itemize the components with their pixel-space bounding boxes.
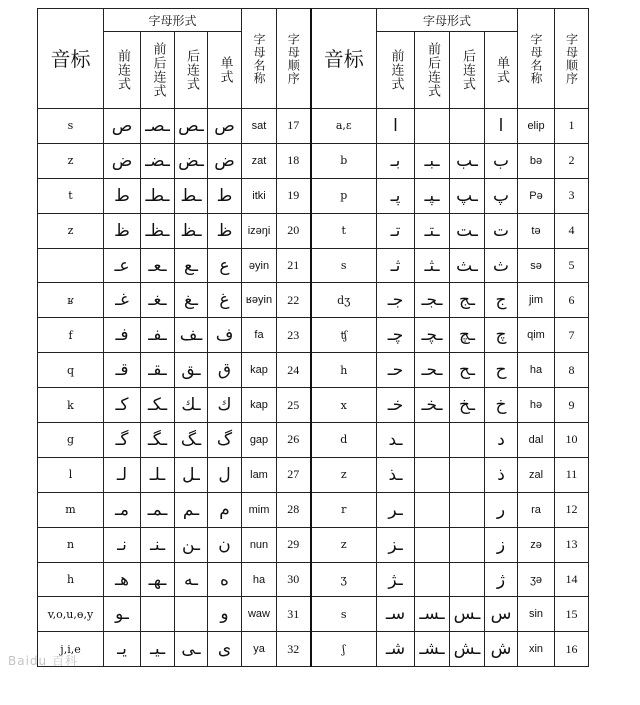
letter-name-header: 字母名称: [518, 9, 555, 109]
table-row: [38, 388, 589, 423]
medial-form-cell: ـثـ: [415, 248, 450, 283]
letter-name-cell: lam: [242, 457, 277, 492]
initial-form-cell: ـز: [377, 527, 415, 562]
final-form-cell: ـل: [175, 457, 208, 492]
ipa-cell: x: [311, 388, 377, 423]
table-row: [38, 178, 589, 213]
table-row: [38, 143, 589, 178]
ipa-cell: p: [311, 178, 377, 213]
initial-form-cell: شـ: [377, 632, 415, 667]
medial-form-cell: ـتـ: [415, 213, 450, 248]
final-form-cell: ـح: [450, 353, 485, 388]
letter-order-cell: 15: [555, 597, 589, 632]
initial-form-cell: سـ: [377, 597, 415, 632]
letter-name-cell: kap: [242, 388, 277, 423]
letter-order-cell: 28: [277, 492, 311, 527]
final-form-cell: ـب: [450, 143, 485, 178]
isolated-form-cell: ل: [208, 457, 242, 492]
letter-forms-header: 字母形式: [377, 9, 518, 32]
letter-name-cell: ʁəyin: [242, 283, 277, 318]
medial-form-cell: ـضـ: [141, 143, 175, 178]
isolated-form-cell: ى: [208, 632, 242, 667]
letter-order-cell: 25: [277, 388, 311, 423]
letter-order-cell: 13: [555, 527, 589, 562]
ipa-cell: z: [38, 213, 104, 248]
table-row: [38, 213, 589, 248]
isolated-form-cell: د: [485, 423, 518, 458]
final-form-cell: ـپ: [450, 178, 485, 213]
final-form-cell: ـج: [450, 283, 485, 318]
initial-form-cell: ـو: [104, 597, 141, 632]
isolated-form-cell: ك: [208, 388, 242, 423]
final-form-cell: ـت: [450, 213, 485, 248]
initial-form-cell: جـ: [377, 283, 415, 318]
letter-order-cell: 4: [555, 213, 589, 248]
initial-form-cell: بـ: [377, 143, 415, 178]
initial-form-cell: ـذ: [377, 457, 415, 492]
ipa-cell: m: [38, 492, 104, 527]
isolated-form-cell: ژ: [485, 562, 518, 597]
medial-form-cell: [415, 492, 450, 527]
letter-order-cell: 22: [277, 283, 311, 318]
letter-order-cell: 20: [277, 213, 311, 248]
final-form-cell: [450, 109, 485, 144]
letter-order-cell: 12: [555, 492, 589, 527]
letter-order-cell: 21: [277, 248, 311, 283]
medial-form-cell: ـظـ: [141, 213, 175, 248]
initial-form-header: 前连式: [377, 32, 415, 109]
initial-form-cell: غـ: [104, 283, 141, 318]
final-form-cell: [450, 457, 485, 492]
ipa-cell: f: [38, 318, 104, 353]
table-body: [38, 109, 589, 667]
letter-name-cell: əyin: [242, 248, 277, 283]
ipa-cell: n: [38, 527, 104, 562]
final-form-cell: ـك: [175, 388, 208, 423]
ipa-header: 音标: [38, 9, 104, 109]
letter-order-cell: 27: [277, 457, 311, 492]
ipa-cell: v,o,u,ɵ,y: [38, 597, 104, 632]
isolated-form-cell: ز: [485, 527, 518, 562]
letter-name-cell: dal: [518, 423, 555, 458]
letter-name-cell: mim: [242, 492, 277, 527]
table-row: [38, 457, 589, 492]
final-form-cell: ـخ: [450, 388, 485, 423]
letter-order-cell: 5: [555, 248, 589, 283]
letter-name-cell: ra: [518, 492, 555, 527]
table-row: [38, 353, 589, 388]
letter-order-cell: 23: [277, 318, 311, 353]
final-form-cell: ـف: [175, 318, 208, 353]
isolated-form-cell: م: [208, 492, 242, 527]
ipa-cell: ʧ: [311, 318, 377, 353]
final-form-cell: ـظ: [175, 213, 208, 248]
final-form-cell: ـص: [175, 109, 208, 144]
isolated-form-cell: ض: [208, 143, 242, 178]
isolated-form-cell: ط: [208, 178, 242, 213]
initial-form-header: 前连式: [104, 32, 141, 109]
initial-form-cell: گـ: [104, 423, 141, 458]
isolated-form-cell: ه: [208, 562, 242, 597]
letter-name-cell: sin: [518, 597, 555, 632]
letter-name-cell: zə: [518, 527, 555, 562]
ipa-cell: ʒ: [311, 562, 377, 597]
final-form-cell: ـى: [175, 632, 208, 667]
medial-form-header: 前后连式: [415, 32, 450, 109]
initial-form-cell: كـ: [104, 388, 141, 423]
isolated-form-cell: ف: [208, 318, 242, 353]
initial-form-cell: ظ: [104, 213, 141, 248]
initial-form-cell: تـ: [377, 213, 415, 248]
initial-form-cell: ـر: [377, 492, 415, 527]
isolated-form-cell: پ: [485, 178, 518, 213]
letter-order-cell: 10: [555, 423, 589, 458]
letter-name-cell: elip: [518, 109, 555, 144]
medial-form-cell: ـخـ: [415, 388, 450, 423]
medial-form-cell: ـقـ: [141, 353, 175, 388]
initial-form-cell: ض: [104, 143, 141, 178]
letter-name-cell: sat: [242, 109, 277, 144]
letter-order-cell: 8: [555, 353, 589, 388]
final-form-cell: ـش: [450, 632, 485, 667]
ipa-cell: ʁ: [38, 283, 104, 318]
initial-form-cell: مـ: [104, 492, 141, 527]
initial-form-cell: چـ: [377, 318, 415, 353]
ipa-cell: z: [311, 457, 377, 492]
ipa-cell: ʃ: [311, 632, 377, 667]
ipa-cell: s: [311, 597, 377, 632]
letter-name-cell: zat: [242, 143, 277, 178]
medial-form-cell: ـكـ: [141, 388, 175, 423]
medial-form-cell: ـطـ: [141, 178, 175, 213]
isolated-form-cell: و: [208, 597, 242, 632]
initial-form-cell: هـ: [104, 562, 141, 597]
initial-form-cell: ا: [377, 109, 415, 144]
letter-name-header: 字母名称: [242, 9, 277, 109]
initial-form-cell: ط: [104, 178, 141, 213]
letter-name-cell: izəŋi: [242, 213, 277, 248]
final-form-header: 后连式: [175, 32, 208, 109]
isolated-form-cell: ج: [485, 283, 518, 318]
letter-order-cell: 7: [555, 318, 589, 353]
letter-order-cell: 17: [277, 109, 311, 144]
isolated-form-cell: ن: [208, 527, 242, 562]
medial-form-cell: ـصـ: [141, 109, 175, 144]
isolated-form-cell: س: [485, 597, 518, 632]
ipa-header: 音标: [311, 9, 377, 109]
initial-form-cell: قـ: [104, 353, 141, 388]
final-form-cell: ـچ: [450, 318, 485, 353]
letter-order-cell: 2: [555, 143, 589, 178]
ipa-cell: z: [311, 527, 377, 562]
ipa-cell: s: [311, 248, 377, 283]
medial-form-cell: ـلـ: [141, 457, 175, 492]
letter-order-header: 字母顺序: [277, 9, 311, 109]
letter-order-cell: 6: [555, 283, 589, 318]
medial-form-cell: ـنـ: [141, 527, 175, 562]
ipa-cell: r: [311, 492, 377, 527]
letter-order-cell: 11: [555, 457, 589, 492]
isolated-form-cell: ر: [485, 492, 518, 527]
medial-form-cell: ـيـ: [141, 632, 175, 667]
isolated-form-cell: ش: [485, 632, 518, 667]
letter-name-cell: gap: [242, 423, 277, 458]
table-row: [38, 562, 589, 597]
letter-name-cell: ha: [242, 562, 277, 597]
table-row: [38, 527, 589, 562]
ipa-cell: k: [38, 388, 104, 423]
letter-name-cell: kap: [242, 353, 277, 388]
medial-form-cell: [415, 109, 450, 144]
initial-form-cell: فـ: [104, 318, 141, 353]
medial-form-cell: ـچـ: [415, 318, 450, 353]
initial-form-cell: لـ: [104, 457, 141, 492]
initial-form-cell: حـ: [377, 353, 415, 388]
letter-order-header: 字母顺序: [555, 9, 589, 109]
table-row: [38, 283, 589, 318]
letter-name-cell: nun: [242, 527, 277, 562]
isolated-form-cell: ظ: [208, 213, 242, 248]
medial-form-cell: ـغـ: [141, 283, 175, 318]
final-form-cell: ـس: [450, 597, 485, 632]
final-form-header: 后连式: [450, 32, 485, 109]
initial-form-cell: خـ: [377, 388, 415, 423]
watermark: Baidu 百科: [8, 654, 78, 668]
initial-form-cell: پـ: [377, 178, 415, 213]
letter-order-cell: 29: [277, 527, 311, 562]
letter-order-cell: 9: [555, 388, 589, 423]
initial-form-cell: نـ: [104, 527, 141, 562]
medial-form-cell: [141, 597, 175, 632]
letter-name-cell: xin: [518, 632, 555, 667]
ipa-cell: d: [311, 423, 377, 458]
final-form-cell: ـگ: [175, 423, 208, 458]
table-row: [38, 318, 589, 353]
medial-form-cell: ـحـ: [415, 353, 450, 388]
final-form-cell: [175, 597, 208, 632]
final-form-cell: ـع: [175, 248, 208, 283]
medial-form-cell: ـجـ: [415, 283, 450, 318]
final-form-cell: ـق: [175, 353, 208, 388]
table-row: [38, 109, 589, 144]
isolated-form-cell: ذ: [485, 457, 518, 492]
final-form-cell: ـط: [175, 178, 208, 213]
final-form-cell: ـغ: [175, 283, 208, 318]
letter-name-cell: itki: [242, 178, 277, 213]
table-row: [38, 423, 589, 458]
isolated-form-cell: ث: [485, 248, 518, 283]
final-form-cell: [450, 527, 485, 562]
medial-form-cell: ـسـ: [415, 597, 450, 632]
ipa-cell: b: [311, 143, 377, 178]
medial-form-cell: [415, 562, 450, 597]
initial-form-cell: عـ: [104, 248, 141, 283]
isolated-form-cell: ت: [485, 213, 518, 248]
letter-name-cell: sə: [518, 248, 555, 283]
letter-order-cell: 26: [277, 423, 311, 458]
letter-name-cell: qim: [518, 318, 555, 353]
letter-name-cell: ya: [242, 632, 277, 667]
table-row: [38, 492, 589, 527]
letter-name-cell: zal: [518, 457, 555, 492]
ipa-cell: t: [311, 213, 377, 248]
medial-form-cell: ـهـ: [141, 562, 175, 597]
letter-name-cell: hə: [518, 388, 555, 423]
isolated-form-cell: گ: [208, 423, 242, 458]
medial-form-cell: ـبـ: [415, 143, 450, 178]
medial-form-cell: [415, 457, 450, 492]
ipa-cell: [38, 248, 104, 283]
letter-name-cell: ha: [518, 353, 555, 388]
final-form-cell: ـم: [175, 492, 208, 527]
medial-form-cell: ـگـ: [141, 423, 175, 458]
initial-form-cell: ص: [104, 109, 141, 144]
table-row: [38, 597, 589, 632]
letter-order-cell: 30: [277, 562, 311, 597]
final-form-cell: [450, 562, 485, 597]
isolated-form-cell: چ: [485, 318, 518, 353]
isolated-form-cell: ص: [208, 109, 242, 144]
letter-order-cell: 24: [277, 353, 311, 388]
letter-name-cell: waw: [242, 597, 277, 632]
final-form-cell: ـث: [450, 248, 485, 283]
isolated-form-cell: ب: [485, 143, 518, 178]
final-form-cell: ـض: [175, 143, 208, 178]
letter-order-cell: 1: [555, 109, 589, 144]
letter-order-cell: 32: [277, 632, 311, 667]
isolated-form-cell: ا: [485, 109, 518, 144]
ipa-cell: dʒ: [311, 283, 377, 318]
ipa-cell: h: [311, 353, 377, 388]
ipa-cell: z: [38, 143, 104, 178]
ipa-cell: a,ɛ: [311, 109, 377, 144]
medial-form-cell: ـفـ: [141, 318, 175, 353]
isolated-form-cell: ق: [208, 353, 242, 388]
isolated-form-cell: ع: [208, 248, 242, 283]
medial-form-cell: [415, 423, 450, 458]
letter-order-cell: 18: [277, 143, 311, 178]
medial-form-cell: ـپـ: [415, 178, 450, 213]
initial-form-cell: يـ: [104, 632, 141, 667]
final-form-cell: [450, 423, 485, 458]
initial-form-cell: ـد: [377, 423, 415, 458]
isolated-form-cell: غ: [208, 283, 242, 318]
letter-name-cell: bə: [518, 143, 555, 178]
letter-name-cell: Pə: [518, 178, 555, 213]
isolated-form-cell: ح: [485, 353, 518, 388]
isolated-form-cell: خ: [485, 388, 518, 423]
final-form-cell: ـن: [175, 527, 208, 562]
letter-order-cell: 31: [277, 597, 311, 632]
ipa-cell: h: [38, 562, 104, 597]
letter-order-cell: 14: [555, 562, 589, 597]
table-row: [38, 248, 589, 283]
initial-form-cell: ـژ: [377, 562, 415, 597]
ipa-cell: l: [38, 457, 104, 492]
ipa-cell: g: [38, 423, 104, 458]
letter-name-cell: jim: [518, 283, 555, 318]
letter-name-cell: tə: [518, 213, 555, 248]
medial-form-cell: [415, 527, 450, 562]
ipa-cell: q: [38, 353, 104, 388]
medial-form-cell: ـشـ: [415, 632, 450, 667]
ipa-cell: t: [38, 178, 104, 213]
medial-form-cell: ـمـ: [141, 492, 175, 527]
letter-order-cell: 19: [277, 178, 311, 213]
letter-name-cell: ʒə: [518, 562, 555, 597]
letter-name-cell: fa: [242, 318, 277, 353]
table-row: [38, 632, 589, 667]
isolated-form-header: 单式: [208, 32, 242, 109]
medial-form-header: 前后连式: [141, 32, 175, 109]
final-form-cell: ـه: [175, 562, 208, 597]
letter-order-cell: 16: [555, 632, 589, 667]
letter-order-cell: 3: [555, 178, 589, 213]
final-form-cell: [450, 492, 485, 527]
isolated-form-header: 单式: [485, 32, 518, 109]
alphabet-table: [37, 8, 589, 667]
ipa-cell: j,i,e: [38, 632, 104, 667]
letter-forms-header: 字母形式: [104, 9, 242, 32]
ipa-cell: s: [38, 109, 104, 144]
initial-form-cell: ثـ: [377, 248, 415, 283]
medial-form-cell: ـعـ: [141, 248, 175, 283]
